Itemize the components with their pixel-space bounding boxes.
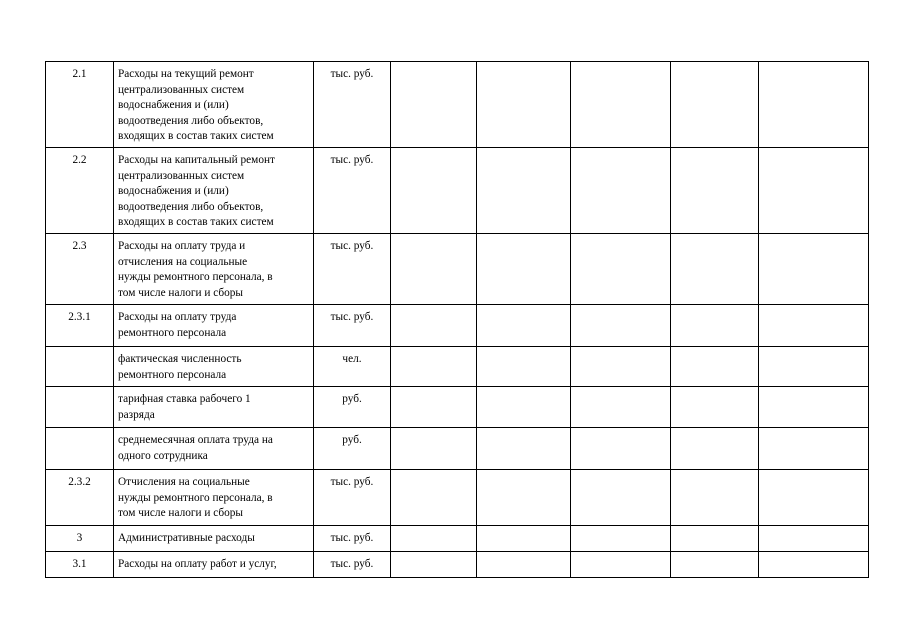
row-name-line: Расходы на оплату работ и услуг,	[118, 558, 277, 570]
value-cell	[671, 470, 759, 526]
row-unit-cell: тыс. руб.	[314, 526, 391, 552]
row-name-line: Расходы на текущий ремонт	[118, 68, 254, 80]
value-cell	[391, 234, 477, 305]
row-name-cell	[114, 470, 314, 526]
row-name-line: Административные расходы	[118, 532, 255, 544]
row-name-line: водоотведения либо объектов,	[118, 200, 264, 213]
value-cell	[671, 305, 759, 347]
value-cell	[759, 428, 869, 470]
row-unit-cell: руб.	[314, 428, 391, 470]
table-row	[46, 552, 869, 578]
value-cell	[477, 347, 571, 387]
value-cell	[571, 234, 671, 305]
table-row	[46, 148, 869, 234]
row-name-cell	[114, 428, 314, 470]
row-name-cell	[114, 234, 314, 305]
value-cell	[571, 347, 671, 387]
row-number-cell	[46, 428, 114, 470]
row-name-line: одного сотрудника	[118, 449, 208, 462]
row-name-line: нужды ремонтного персонала, в	[118, 491, 273, 504]
value-cell	[671, 387, 759, 428]
row-name-line: входящих в состав таких систем	[118, 216, 274, 228]
table-body	[46, 62, 869, 578]
row-name-line: том числе налоги и сборы	[118, 507, 244, 519]
row-name-cell	[114, 552, 314, 578]
row-number-cell: 3.1	[46, 552, 114, 578]
value-cell	[391, 470, 477, 526]
row-name-cell	[114, 347, 314, 387]
value-cell	[477, 62, 571, 148]
row-name-line: отчисления на социальные	[118, 255, 248, 268]
value-cell	[477, 387, 571, 428]
row-name-cell	[114, 387, 314, 428]
row-name-line: Расходы на оплату труда	[118, 311, 237, 323]
value-cell	[477, 148, 571, 234]
value-cell	[759, 470, 869, 526]
value-cell	[671, 552, 759, 578]
value-cell	[671, 347, 759, 387]
value-cell	[571, 148, 671, 234]
row-name-line: входящих в состав таких систем	[118, 130, 274, 142]
value-cell	[391, 526, 477, 552]
row-number-cell: 2.3.2	[46, 470, 114, 526]
row-name-line: ремонтного персонала	[118, 368, 227, 381]
row-name-line: разряда	[118, 408, 155, 421]
row-name-cell	[114, 526, 314, 552]
value-cell	[477, 470, 571, 526]
value-cell	[671, 526, 759, 552]
value-cell	[759, 305, 869, 347]
row-unit-cell: тыс. руб.	[314, 470, 391, 526]
row-number-cell	[46, 347, 114, 387]
table-row	[46, 526, 869, 552]
expenses-table	[45, 61, 869, 578]
value-cell	[477, 428, 571, 470]
row-name-cell	[114, 148, 314, 234]
row-name-line: водоснабжения и (или)	[118, 185, 229, 197]
table-row	[46, 234, 869, 305]
row-number-cell: 2.3	[46, 234, 114, 305]
row-number-cell: 2.2	[46, 148, 114, 234]
value-cell	[477, 305, 571, 347]
value-cell	[477, 552, 571, 578]
table-row	[46, 62, 869, 148]
value-cell	[759, 552, 869, 578]
table-row	[46, 347, 869, 387]
row-number-cell	[46, 387, 114, 428]
value-cell	[671, 428, 759, 470]
value-cell	[477, 234, 571, 305]
row-name-line: фактическая численность	[118, 353, 242, 365]
value-cell	[391, 148, 477, 234]
table-row	[46, 305, 869, 347]
value-cell	[571, 470, 671, 526]
value-cell	[391, 62, 477, 148]
row-unit-cell: тыс. руб.	[314, 148, 391, 234]
value-cell	[571, 62, 671, 148]
value-cell	[671, 234, 759, 305]
row-unit-cell: руб.	[314, 387, 391, 428]
value-cell	[477, 526, 571, 552]
row-unit-cell: тыс. руб.	[314, 234, 391, 305]
row-name-line: Расходы на оплату труда и	[118, 240, 246, 252]
table-row	[46, 387, 869, 428]
value-cell	[571, 387, 671, 428]
row-name-line: ремонтного персонала	[118, 326, 227, 339]
value-cell	[571, 526, 671, 552]
value-cell	[759, 148, 869, 234]
row-name-line: нужды ремонтного персонала, в	[118, 271, 273, 283]
row-name-line: среднемесячная оплата труда на	[118, 434, 273, 446]
value-cell	[391, 305, 477, 347]
row-name-line: Отчисления на социальные	[118, 476, 250, 488]
row-unit-cell: тыс. руб.	[314, 552, 391, 578]
value-cell	[671, 148, 759, 234]
row-unit-cell: тыс. руб.	[314, 62, 391, 148]
row-number-cell: 2.3.1	[46, 305, 114, 347]
value-cell	[759, 387, 869, 428]
row-number-cell: 3	[46, 526, 114, 552]
value-cell	[759, 347, 869, 387]
row-number-cell: 2.1	[46, 62, 114, 148]
value-cell	[759, 62, 869, 148]
value-cell	[571, 428, 671, 470]
table-row	[46, 470, 869, 526]
row-unit-cell: тыс. руб.	[314, 305, 391, 347]
value-cell	[571, 305, 671, 347]
row-name-line: централизованных систем	[118, 169, 245, 182]
value-cell	[391, 428, 477, 470]
row-name-line: том числе налоги и сборы	[118, 286, 244, 299]
row-name-line: водоотведения либо объектов,	[118, 114, 264, 127]
row-name-line: водоснабжения и (или)	[118, 99, 229, 111]
value-cell	[391, 552, 477, 578]
value-cell	[671, 62, 759, 148]
row-name-line: Расходы на капитальный ремонт	[118, 154, 275, 166]
table-row	[46, 428, 869, 470]
row-name-cell	[114, 62, 314, 148]
row-name-line: тарифная ставка рабочего 1	[118, 393, 251, 405]
value-cell	[391, 387, 477, 428]
value-cell	[391, 347, 477, 387]
row-name-cell	[114, 305, 314, 347]
value-cell	[571, 552, 671, 578]
row-name-line: централизованных систем	[118, 83, 245, 96]
row-unit-cell: чел.	[314, 347, 391, 387]
value-cell	[759, 234, 869, 305]
value-cell	[759, 526, 869, 552]
